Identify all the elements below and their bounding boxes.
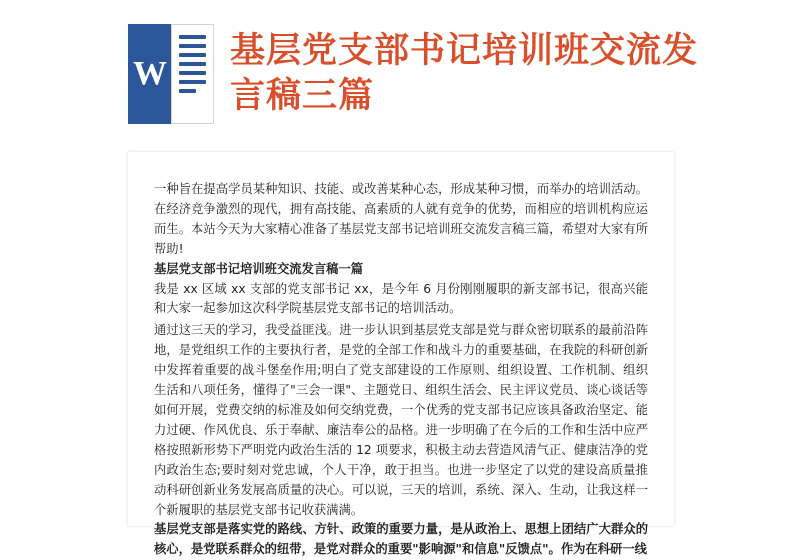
document-paragraph: 我是 xx 区域 xx 支部的党支部书记 xx，是今年 6 月份刚刚履职的新支部书记，很高兴能和大家一起参加这次科学院基层党支部书记的培训活动。 bbox=[154, 281, 648, 316]
word-icon-line bbox=[179, 35, 206, 39]
page-title: 基层党支部书记培训班交流发言稿三篇 bbox=[230, 31, 699, 116]
document-header bbox=[0, 0, 800, 148]
document-body bbox=[128, 152, 674, 557]
word-icon-letter: W bbox=[133, 55, 166, 92]
word-icon-line bbox=[179, 62, 206, 66]
word-icon-line bbox=[179, 89, 196, 93]
word-icon-letter-block bbox=[128, 24, 171, 124]
word-icon-line bbox=[179, 53, 206, 57]
document-paragraph: 一种旨在提高学员某种知识、技能、或改善某种心态，形成某种习惯，而举办的培训活动。在经济竞争激烈的现代，拥有高技能、高素质的人就有竞争的优势，而相应的培训机构应运而生。本站今天为大家精心准备了基层党支部书记培训班交流发言稿三篇，希望对大家有所帮助! bbox=[154, 182, 648, 256]
document-paragraph-heading: 基层党支部是落实党的路线、方针、政策的重要力量，是从政治上、思想上团结广大群众的核心，是党联系群众的纽带，是党对群众的重要"影响源"和信息"反馈点"。作为在科研一线 bbox=[154, 522, 648, 557]
word-document-icon bbox=[128, 24, 214, 124]
word-icon-line bbox=[179, 71, 206, 75]
document-paragraph-heading: 基层党支部书记培训班交流发言稿一篇 bbox=[154, 261, 364, 276]
word-icon-line bbox=[179, 80, 206, 84]
word-icon-lines-block bbox=[171, 24, 214, 124]
document-paragraph: 通过这三天的学习，我受益匪浅。进一步认识到基层党支部是党与群众密切联系的最前沿阵地，是党组织工作的主要执行者，是党的全部工作和战斗力的重要基础，在我院的科研创新中发挥着重要的战斗堡垒作用;明白了党支部建设的工作原则、组织设置、工作机制、组织生活和八项任务，懂得了"三会一课"、主题党日、组织生活会、民主评议党员、谈心谈话等如何开展，党费交纳的标准及如何交纳党费，一个优秀的党支部书记应该具备政治坚定、能力过硬、作风优良、乐于奉献、廉洁奉公的品格。进一步明确了在今后的工作和生活中应严格按照新形势下严明党内政治生活的 12 项要求，积极主动去营造风清气正、健康洁净的党内政治生态;要时刻对党忠诚，个人干净，敢于担当。也进一步坚定了以党的建设高质量推动科研创新业务发展高质量的决心。可以说，三天的培训，系统、深入、生动，让我这样一个新履职的基层党支部书记收获满满。 bbox=[154, 323, 648, 517]
word-icon-line bbox=[179, 44, 206, 48]
